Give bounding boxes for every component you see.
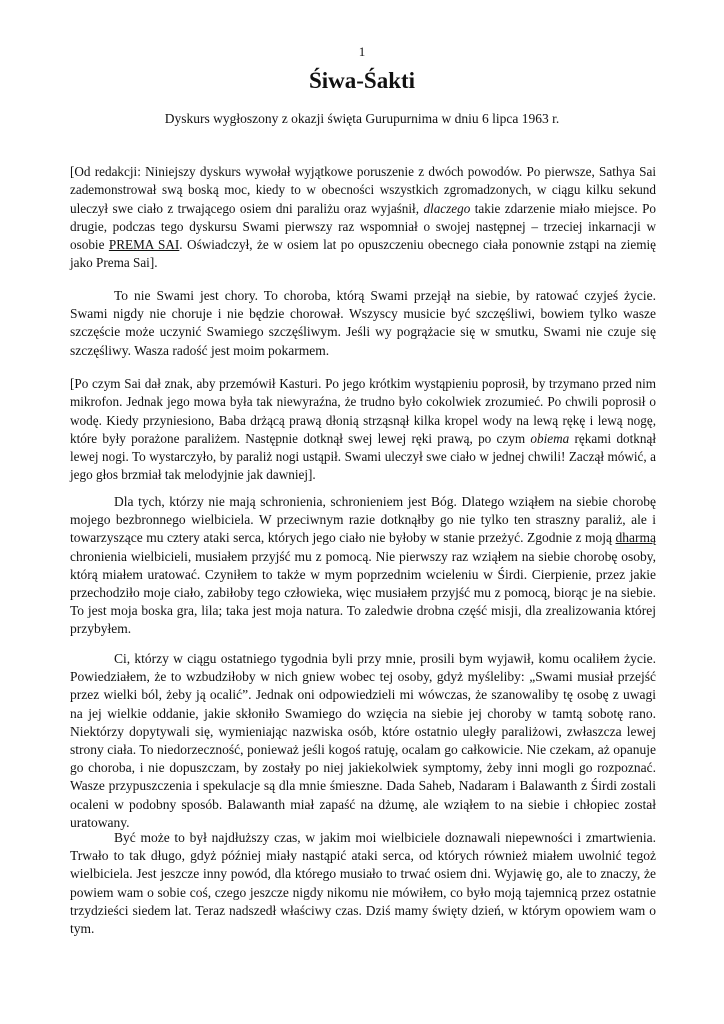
editor-note-text-3: . Oświadczył, że w osiem lat po opuszczeniu obecnego ciała ponownie zstąpi na ziemię jako Prema Sai].	[70, 237, 656, 271]
document-subtitle: Dyskurs wygłoszony z okazji święta Gurupurnima w dniu 6 lipca 1963 r.	[164, 111, 560, 126]
page-number: 1	[358, 44, 366, 59]
editor-note-text-2: takie zdarzenie miało miejsce. Po drugie, podczas tego dyskursu Swami pierwszy raz wspomniał o swojej następnej – trzeciej inkarnacji w osobie	[70, 200, 657, 253]
paragraph-3	[70, 650, 656, 832]
paragraph-4	[70, 829, 656, 938]
document-title: Śiwa-Śakti	[308, 68, 416, 93]
editor-note-text-1: [Od redakcji: Niniejszy dyskurs wywołał wyjątkowe poruszenie z dwóch powodów. Po pierwsze, Sathya Sai zademonstrował swą boską moc, kiedy to w obecności wszystkich zgromadzonych, w ciągu kilku sekund uleczył swe ciało z trwającego osiem dni paraliżu oraz wyjaśnił,	[70, 164, 656, 216]
paragraph-1-text: To nie Swami jest chory. To choroba, którą Swami przejął na siebie, by ratować czyjeś życie. Swami nigdy nie choruje i nie będzie chorował. Wszyscy musicie być szczęśliwi, bowiem tylko wasze szczęście może uczynić Swamiego szczęśliwym. Jeśli wy pogrążacie się w smutku, Swami nie czuje się szczęśliwy. Wasza radość jest moim pokarmem.	[70, 288, 656, 358]
paragraph-2-text-2: chronienia wielbicieli, musiałem przyjść mu z pomocą. Nie pierwszy raz wziąłem na siebie chorobę osoby, którą miałem uratować. Czyniłem to także w mym poprzednim wcieleniu w Śirdi. Cierpienie, przez jakie przechodziło moje ciało, zabiłoby tego człowieka, więc musiałem przyjść mu z pomocą, biorąc je na siebie. To jest moja boska gra, lila; taka jest moja natura. To zaledwie drobna część misji, dla zrealizowania której przybyłem.	[70, 548, 656, 637]
paragraph-2-text-1: Dla tych, którzy nie mają schronienia, schronieniem jest Bóg. Dlatego wziąłem na siebie chorobę mojego bezbronnego wielbiciela. W przeciwnym razie dotknąłby go nie tylko ten straszny paraliż, ale i towarzyszące mu cztery ataki serca, których jego ciało nie byłoby w stanie przeżyć. Zgodnie z moją	[70, 494, 656, 546]
paragraph-2	[70, 493, 656, 639]
dharma-link[interactable]: dharmą	[615, 530, 656, 546]
prema-sai-link[interactable]: PREMA SAI	[108, 237, 180, 253]
narration-text-2: rękami dotknął lewej nogi. To wystarczyło, by paraliż nogi ustąpił. Swami uleczył swe ciało w jednej chwili! Zaczął mówić, a jego głos brzmiał tak melodyjnie jak dawniej].	[70, 430, 656, 483]
editor-note	[70, 163, 656, 273]
paragraph-3-text: Ci, którzy w ciągu ostatniego tygodnia byli przy mnie, prosili bym wyjawił, komu ocaliłem życie. Powiedziałem, że to wzbudziłoby w nich gniew wobec tej osoby, gdyż myśleliby: „Swami musiał przejść przez wielki ból, żeby ją ocalić”. Jednak oni odpowiedzieli mi wówczas, że szanowaliby tę osobę z uwagi na jej wielkie oddanie, jakie skłoniło Swamiego do wzięcia na siebie jej choroby w tamtą sobotę rano. Niektórzy dopytywali się, wymieniając nazwiska osób, które ostatnio uległy paraliżowi, zwłaszcza lewej strony ciała. To niedorzeczność, ponieważ jeśli kogoś ratuję, ocalam go całkowicie. Nie czekam, aż opanuje go choroba, i nie dopuszczam, by zostały po niej jakiekolwiek symptomy, żeby inni mogli go rozpoznać. Wasze przypuszczenia i spekulacje są dla mnie śmieszne. Dada Saheb, Nadaram i Balawanth z Śirdi zostali ocaleni w podobny sposób. Balawanth miał zapaść na dżumę, ale wziąłem to na siebie i chłopiec został uratowany.	[70, 651, 656, 830]
paragraph-1	[70, 287, 656, 360]
paragraph-4-text: Być może to był najdłuższy czas, w jakim moi wielbiciele doznawali niepewności i zmartwienia. Trwało to tak długo, gdyż później miały nastąpić ataki serca, od których również miałem uwolnić tegoż wielbiciela. Jest jeszcze inny powód, dla którego musiało to trwać osiem dni. Wyjawię go, ale to znaczy, że powiem wam o sobie coś, czego jeszcze nigdy nikomu nie mówiłem, co było moją tajemnicą przez ostatnie trzydzieści siedem lat. Teraz nadszedł właściwy czas. Dziś mamy święty dzień, w którym opowiem wam o tym.	[70, 830, 656, 937]
narration-italic: obiema	[530, 430, 570, 446]
narration-text-1: [Po czym Sai dał znak, aby przemówił Kasturi. Po jego krótkim wystąpieniu poprosił, by trzymano przed nim mikrofon. Jednak jego mowa była tak niewyraźna, że trudno było cokolwiek zrozumieć. Po chwili poprosił o wodę. Kiedy przyniesiono, Baba drżącą prawą dłonią strząsnął kilka kropel wody na lewą rękę i lewą nogę, które były porażone paraliżem. Następnie dotknął swej lewej ręki prawą, po czym	[70, 376, 656, 446]
narration-note	[70, 375, 656, 485]
editor-note-italic: dlaczego	[423, 200, 471, 216]
